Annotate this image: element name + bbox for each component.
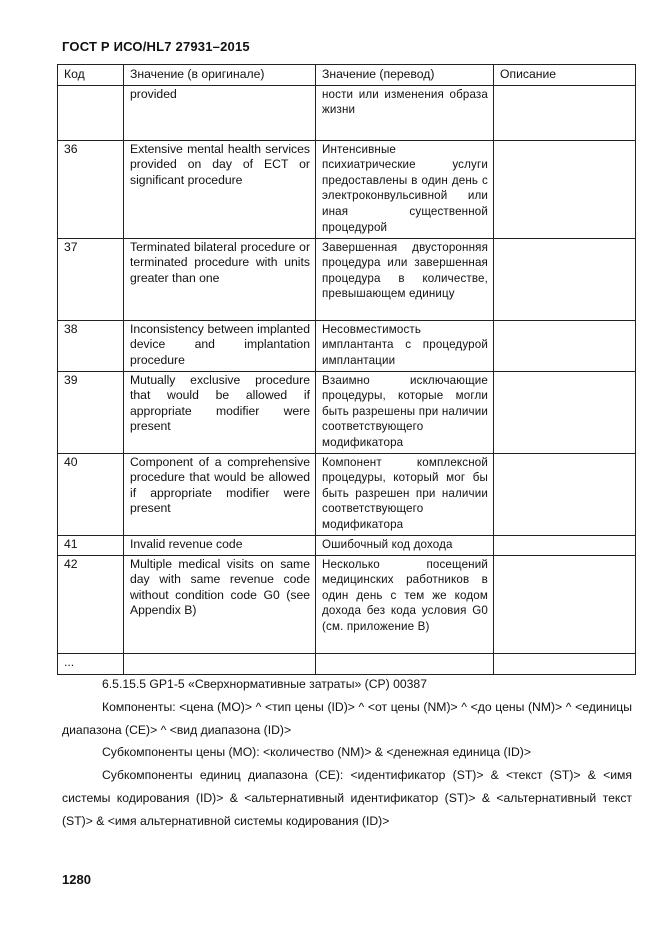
- original-cell: Invalid revenue code: [124, 535, 316, 555]
- original-cell: Extensive mental health services provided on day of ECT or significant procedure: [124, 140, 316, 238]
- code-cell: [58, 85, 124, 140]
- table-row: [58, 453, 636, 535]
- description-cell: [494, 140, 636, 238]
- range-subcomponents-paragraph: Субкомпоненты единиц диапазона (CE): <идентификатор (ST)> & <текст (ST)> & <имя системы кодирования (ID)> & <альтернативный идентификатор (ST)> & <альтернативный текст (ST)> & <имя альтернативной системы кодирования (ID)>: [62, 768, 632, 828]
- translation-cell: Компонент комплексной процедуры, который мог бы быть разрешен при наличии соответствующего модификатора: [316, 453, 494, 535]
- original-cell: provided: [124, 85, 316, 140]
- description-cell: [494, 85, 636, 140]
- column-header-description: Описание: [494, 65, 636, 86]
- table-row: [58, 653, 636, 674]
- code-cell: 38: [58, 320, 124, 371]
- column-header-original: Значение (в оригинале): [124, 65, 316, 86]
- description-cell: [494, 653, 636, 674]
- column-header-translation: Значение (перевод): [316, 65, 494, 86]
- original-cell: Multiple medical visits on same day with same revenue code without condition code G0 (see Appendix B): [124, 555, 316, 653]
- translation-cell: Интенсивные психиатрические услуги предоставлены в один день с электроконвульсивной или иная существенной процедурой: [316, 140, 494, 238]
- table-row: [58, 85, 636, 140]
- table-row: [58, 320, 636, 371]
- description-cell: [494, 371, 636, 453]
- original-cell: Mutually exclusive procedure that would be allowed if appropriate modifier were present: [124, 371, 316, 453]
- translation-cell: [316, 653, 494, 674]
- table-row: [58, 555, 636, 653]
- description-cell: [494, 535, 636, 555]
- translation-cell: Несколько посещений медицинских работников в один день с тем же кодом дохода без кода условия G0 (см. приложение B): [316, 555, 494, 653]
- original-cell: Terminated bilateral procedure or terminated procedure with units greater than one: [124, 238, 316, 320]
- document-header: ГОСТ Р ИСО/HL7 27931–2015: [62, 39, 250, 54]
- original-cell: [124, 653, 316, 674]
- table-row: [58, 371, 636, 453]
- section-text: [62, 673, 632, 833]
- code-cell: 37: [58, 238, 124, 320]
- price-subcomponents-paragraph: Субкомпоненты цены (MO): <количество (NM)> & <денежная единица (ID)>: [102, 745, 531, 760]
- description-cell: [494, 238, 636, 320]
- code-cell: 40: [58, 453, 124, 535]
- code-cell: 42: [58, 555, 124, 653]
- column-header-code: Код: [58, 65, 124, 86]
- table-row: [58, 535, 636, 555]
- components-paragraph: Компоненты: <цена (MO)> ^ <тип цены (ID)> ^ <от цены (NM)> ^ <до цены (NM)> ^ <единицы диапазона (CE)> ^ <вид диапазона (ID)>: [62, 699, 632, 737]
- description-cell: [494, 453, 636, 535]
- table-row: [58, 238, 636, 320]
- code-cell: 39: [58, 371, 124, 453]
- code-cell: 41: [58, 535, 124, 555]
- page-number: 1280: [62, 872, 91, 887]
- original-cell: Inconsistency between implanted device and implantation procedure: [124, 320, 316, 371]
- table-header-row: [58, 65, 636, 86]
- description-cell: [494, 555, 636, 653]
- translation-cell: Взаимно исключающие процедуры, которые могли быть разрешены при наличии соответствующего модификатора: [316, 371, 494, 453]
- code-cell: 36: [58, 140, 124, 238]
- original-cell: Component of a comprehensive procedure that would be allowed if appropriate modifier were present: [124, 453, 316, 535]
- codes-table: [57, 64, 636, 675]
- table-row: [58, 140, 636, 238]
- translation-cell: Завершенная двусторонняя процедура или завершенная процедура в количестве, превышающем единицу: [316, 238, 494, 320]
- translation-cell: ности или изменения образа жизни: [316, 85, 494, 140]
- translation-cell: Ошибочный код дохода: [316, 535, 494, 555]
- description-cell: [494, 320, 636, 371]
- section-heading: 6.5.15.5 GP1-5 «Сверхнормативные затраты» (CP) 00387: [102, 677, 427, 691]
- translation-cell: Несовместимость имплантанта с процедурой имплантации: [316, 320, 494, 371]
- code-cell: ...: [58, 653, 124, 674]
